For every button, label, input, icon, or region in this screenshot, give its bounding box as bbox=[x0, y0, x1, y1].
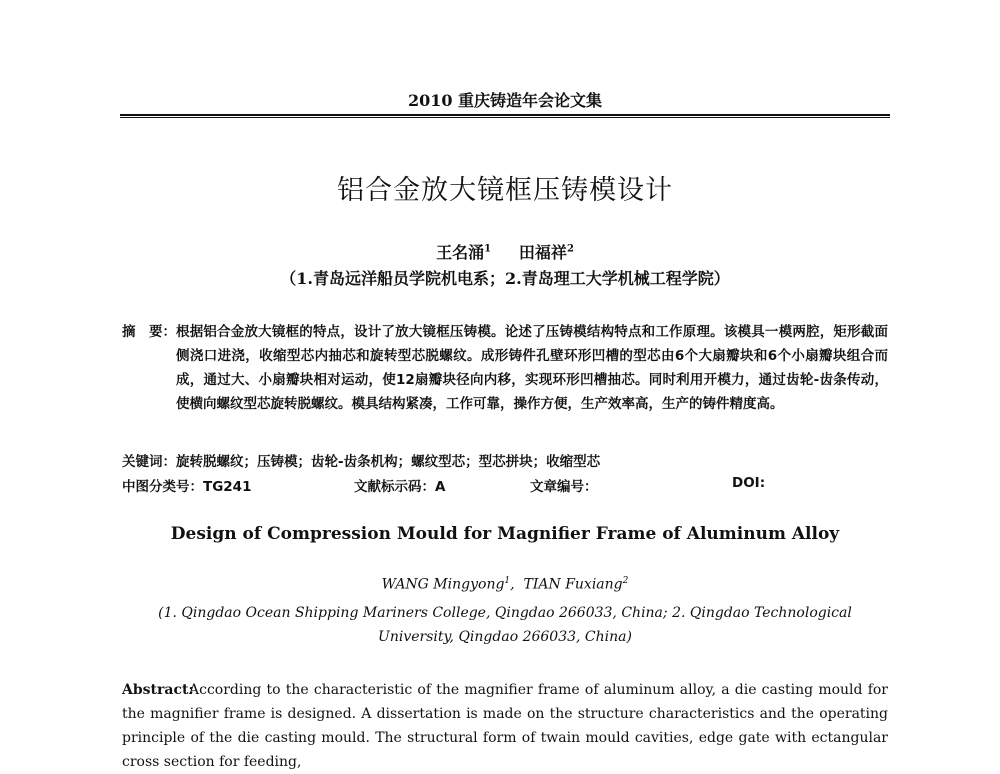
keywords-cn: 关键词：旋转脱螺纹；压铸模；齿轮-齿条机构；螺纹型芯；型芯拼块；收缩型芯 bbox=[122, 454, 601, 470]
classification-row bbox=[122, 475, 888, 497]
clc-number: 中图分类号：TG241 bbox=[122, 479, 252, 495]
abstract-cn-label: 摘 要： bbox=[122, 324, 176, 340]
doi: DOI: bbox=[732, 475, 766, 491]
authors-cn bbox=[120, 240, 890, 263]
author-sup: 1 bbox=[484, 243, 492, 255]
document-code: 文献标示码：A bbox=[354, 479, 446, 495]
author-sup: 1 bbox=[504, 576, 511, 586]
author-name: WANG Mingyong bbox=[381, 576, 505, 593]
abstract-cn bbox=[122, 320, 888, 416]
paper-title-cn: 铝合金放大镜框压铸模设计 bbox=[337, 175, 673, 206]
author-name: 田福祥 bbox=[518, 243, 567, 262]
header-rule bbox=[120, 114, 890, 118]
authors-en: WANG Mingyong$^1$, TIAN Fuxiang$^2$ bbox=[381, 576, 629, 593]
abstract-en-label: Abstract: bbox=[122, 682, 194, 698]
abstract-cn-text: 根据铝合金放大镜框的特点，设计了放大镜框压铸模。论述了压铸模结构特点和工作原理。该模具一模两腔，矩形截面侧浇口进浇，收缩型芯内抽芯和旋转型芯脱螺纹。成形铸件孔壁环形凹槽的型芯由6个大扇瓣块和6个小扇瓣块组合而成，通过大、小扇瓣块相对运动，使12扇瓣块径向内移，实现环形凹槽抽芯。同时利用开模力，通过齿轮-齿条传动，使横向螺纹型芯旋转脱螺纹。模具结构紧凑，工作可靠，操作方便，生产效率高，生产的铸件精度高。 bbox=[176, 324, 888, 412]
abstract-en-text: According to the characteristic of the magnifier frame of aluminum alloy, a die casting mould for the magnifier frame is designed. A dissertation is made on the structure characteristics and the operating principle of the die casting mould. The structural form of twain mould cavities, edge gate with ectangular cross section for feeding, bbox=[122, 682, 888, 770]
paper-title-en: Design of Compression Mould for Magnifier Frame of Aluminum Alloy bbox=[170, 524, 840, 544]
affiliation-en: (1. Qingdao Ocean Shipping Mariners College, Qingdao 266033, China; 2. Qingdao Technological University, Qingdao 266033, China) bbox=[158, 605, 852, 645]
author-sup: 2 bbox=[566, 243, 574, 255]
running-header: 2010 重庆铸造年会论文集 bbox=[407, 91, 603, 110]
author-name: 王名涌 bbox=[436, 243, 485, 262]
author-sup: 2 bbox=[622, 576, 629, 586]
affiliation-cn: （1.青岛远洋船员学院机电系；2.青岛理工大学机械工程学院） bbox=[280, 269, 730, 288]
article-number: 文章编号： bbox=[530, 479, 598, 495]
author-name: TIAN Fuxiang bbox=[523, 576, 623, 593]
